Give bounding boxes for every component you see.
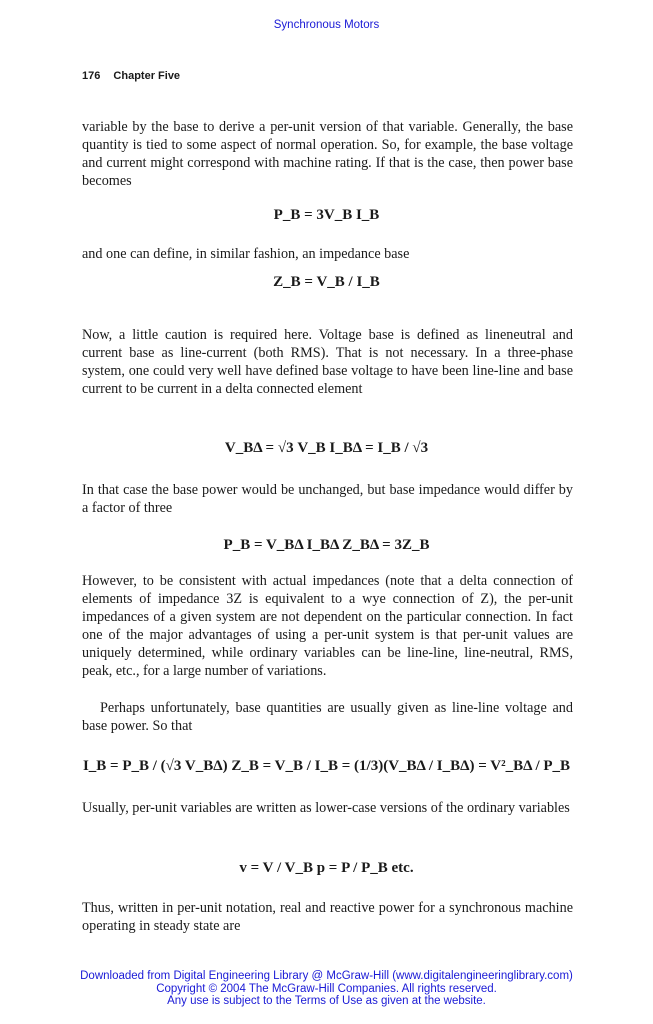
page-number: 176 bbox=[82, 70, 101, 82]
footer-copyright: Copyright © 2004 The McGraw-Hill Companies. All rights reserved. bbox=[156, 982, 497, 995]
footer bbox=[0, 970, 653, 1008]
equation-line-base-text: I_B = P_B / (√3 V_BΔ) Z_B = V_B / I_B = (1/3)(V_BΔ / I_BΔ) = V²_BΔ / P_B bbox=[82, 758, 571, 774]
equation-delta-power bbox=[0, 537, 653, 554]
paragraph-4: In that case the base power would be unchanged, but base impedance would differ by a factor of three bbox=[82, 482, 573, 517]
paragraph-6: Perhaps unfortunately, base quantities are usually given as line-line voltage and base power. So that bbox=[82, 700, 573, 735]
equation-impedance-base-text: Z_B = V_B / I_B bbox=[273, 274, 380, 290]
page-header bbox=[82, 70, 180, 82]
paragraph-8: Thus, written in per-unit notation, real and reactive power for a synchronous machine operating in steady state are bbox=[82, 900, 573, 935]
equation-power-base-text: P_B = 3V_B I_B bbox=[273, 207, 380, 223]
equation-impedance-base bbox=[0, 274, 653, 291]
footer-download-link[interactable]: Downloaded from Digital Engineering Library @ McGraw-Hill (www.digitalengineeringlibrary.com) bbox=[80, 970, 573, 982]
equation-delta-base-text: V_BΔ = √3 V_B I_BΔ = I_B / √3 bbox=[224, 440, 429, 456]
paragraph-7: Usually, per-unit variables are written as lower-case versions of the ordinary variables bbox=[82, 800, 570, 816]
paragraph-5: However, to be consistent with actual impedances (note that a delta connection of elements of impedance 3Z is equivalent to a wye connection of Z), the per-unit impedances of a given system are not dependent on the particular connection. In fact one of the major advantages of using a per-unit system is that per-unit values are uniquely determined, while ordinary variables can be line-line, line-neutral, RMS, peak, etc., for a large number of variations. bbox=[82, 573, 573, 680]
paragraph-2: and one can define, in similar fashion, an impedance base bbox=[82, 246, 410, 262]
equation-per-unit bbox=[0, 860, 653, 877]
chapter-title: Chapter Five bbox=[113, 70, 181, 82]
equation-line-base bbox=[0, 758, 653, 775]
equation-power-base bbox=[0, 207, 653, 224]
footer-terms-link[interactable]: Any use is subject to the Terms of Use as given at the website. bbox=[167, 995, 486, 1007]
equation-delta-power-text: P_B = V_BΔ I_BΔ Z_BΔ = 3Z_B bbox=[223, 537, 430, 553]
equation-delta-base bbox=[0, 440, 653, 457]
paragraph-1: variable by the base to derive a per-unit version of that variable. Generally, the base quantity is tied to some aspect of normal operation. So, for example, the base voltage and current might correspond with machine rating. If that is the case, then power base becomes bbox=[82, 119, 573, 190]
paragraph-3: Now, a little caution is required here. Voltage base is defined as lineneutral and current base as line-current (both RMS). That is not necessary. In a three-phase system, one could very well have defined base voltage to have been line-line and base current to be current in a delta connected element bbox=[82, 327, 573, 398]
equation-per-unit-text: v = V / V_B p = P / P_B etc. bbox=[239, 860, 414, 876]
running-head-link[interactable]: Synchronous Motors bbox=[273, 19, 380, 31]
